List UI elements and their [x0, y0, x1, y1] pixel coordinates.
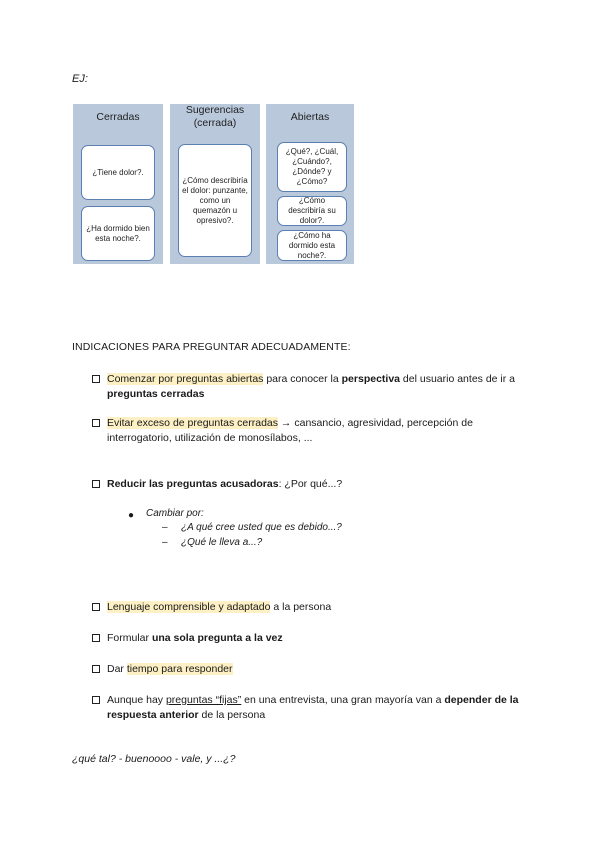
checkbox[interactable] — [92, 696, 100, 704]
section-heading: INDICACIONES PARA PREGUNTAR ADECUADAMENTE: — [72, 341, 351, 353]
sub-label: Cambiar por: — [146, 508, 204, 519]
dash: – — [162, 537, 168, 548]
checklist-item: Evitar exceso de preguntas cerradas → cansancio, agresividad, percepción de interrogatorio, utilización de monosílabos, ... — [92, 416, 532, 446]
checkbox[interactable] — [92, 603, 100, 611]
question-box: ¿Qué?, ¿Cuál, ¿Cuándo?, ¿Dónde? y ¿Cómo? — [277, 142, 347, 192]
checklist-item: Dar tiempo para responder — [92, 662, 532, 677]
checklist-item: Formular una sola pregunta a la vez — [92, 631, 532, 646]
checkbox[interactable] — [92, 634, 100, 642]
question-box: ¿Tiene dolor?. — [81, 145, 155, 200]
bullet: ● — [128, 510, 135, 521]
column-subtitle: (cerrada) — [193, 117, 237, 129]
checklist-item: Lenguaje comprensible y adaptado a la persona — [92, 600, 532, 615]
highlight-text: Evitar exceso de preguntas cerradas — [107, 417, 279, 429]
footer-example: ¿qué tal? - buenoooo - vale, y ...¿? — [72, 753, 236, 765]
checkbox[interactable] — [92, 480, 100, 488]
question-box: ¿Cómo describiría el dolor: punzante, como un quemazón u opresivo?. — [178, 144, 252, 257]
question-box: ¿Cómo describiría su dolor?. — [277, 196, 347, 226]
example-label: EJ: — [72, 73, 88, 85]
highlight-text: Comenzar por preguntas abiertas — [107, 373, 264, 385]
column-abiertas — [266, 104, 354, 264]
question-box: ¿Ha dormido bien esta noche?. — [81, 206, 155, 261]
checklist-item: Comenzar por preguntas abiertas para conocer la perspectiva del usuario antes de ir a preguntas cerradas — [92, 372, 532, 402]
column-title: Abiertas — [290, 111, 330, 123]
highlight-text: Lenguaje comprensible y adaptado — [107, 601, 271, 613]
checklist-item: Reducir las preguntas acusadoras: ¿Por qué...? — [92, 477, 532, 492]
sub-question: ¿A qué cree usted que es debido...? — [181, 522, 342, 533]
checklist-item: Aunque hay preguntas “fijas” en una entrevista, una gran mayoría van a depender de la respuesta anterior de la persona — [92, 693, 532, 723]
column-sugerencias — [170, 104, 260, 264]
sub-question: ¿Qué le lleva a...? — [181, 537, 263, 548]
highlight-text: tiempo para responder — [126, 663, 233, 675]
column-title: Cerradas — [96, 111, 140, 123]
dash: – — [162, 522, 168, 533]
checkbox[interactable] — [92, 665, 100, 673]
question-box: ¿Cómo ha dormido esta noche?. — [277, 230, 347, 261]
checkbox[interactable] — [92, 375, 100, 383]
column-cerradas — [73, 104, 163, 264]
checkbox[interactable] — [92, 419, 100, 427]
column-title: Sugerencias — [185, 104, 245, 116]
